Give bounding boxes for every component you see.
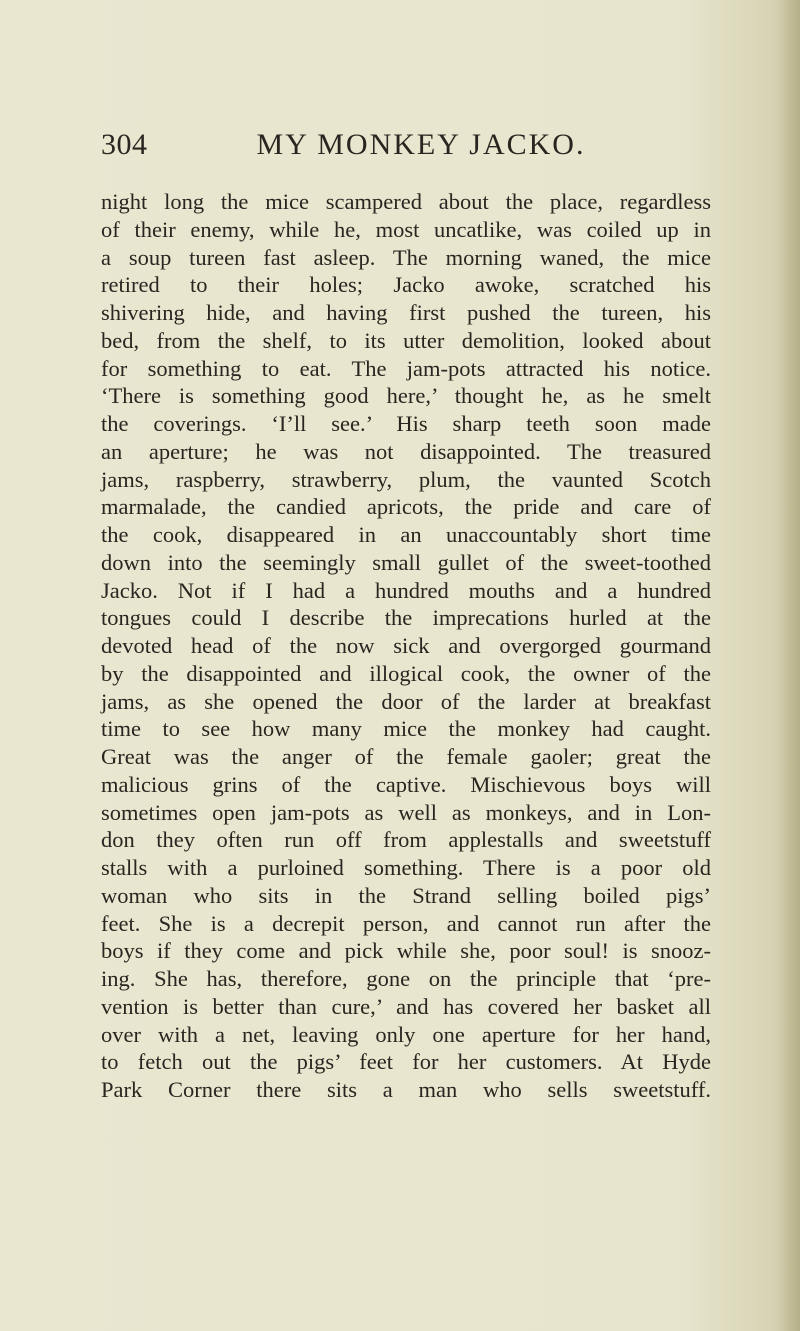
text-line: Jacko. Not if I had a hundred mouths and a hundred — [101, 577, 711, 603]
text-line: a soup tureen fast asleep. The morning waned, the mice — [101, 244, 711, 270]
text-line: bed, from the shelf, to its utter demolition, looked about — [101, 327, 711, 353]
text-line: jams, as she opened the door of the larder at breakfast — [101, 688, 711, 714]
text-line: Great was the anger of the female gaoler; great the — [101, 744, 711, 769]
text-line: woman who sits in the Strand selling boiled pigs’ — [101, 882, 711, 908]
text-line: shivering hide, and having first pushed the tureen, his — [101, 300, 711, 325]
text-line: malicious grins of the captive. Mischievous boys will — [101, 771, 711, 797]
text-line: don they often run off from applestalls and sweetstuff — [101, 827, 711, 853]
text-line: devoted head of the now sick and overgorged gourmand — [101, 633, 711, 658]
text-line: ‘There is something good here,’ thought he, as he smelt — [101, 383, 711, 409]
text-line: stalls with a purloined something. There is a poor old — [101, 855, 711, 880]
page-edge-shadow — [778, 0, 800, 1331]
text-line: the coverings. ‘I’ll see.’ His sharp teeth soon made — [101, 411, 711, 436]
text-line: to fetch out the pigs’ feet for her customers. At Hyde — [101, 1049, 711, 1075]
text-line: by the disappointed and illogical cook, the owner of the — [101, 660, 711, 686]
text-line: tongues could I describe the imprecations hurled at the — [101, 605, 711, 631]
text-line: Park Corner there sits a man who sells sweetstuff. — [101, 1077, 711, 1102]
text-line: down into the seemingly small gullet of the sweet-toothed — [101, 549, 711, 575]
text-line: vention is better than cure,’ and has covered her basket all — [101, 993, 711, 1019]
text-line: the cook, disappeared in an unaccountably short time — [101, 522, 711, 547]
text-line: time to see how many mice the monkey had caught. — [101, 716, 711, 742]
body-text — [101, 188, 711, 1104]
running-title: MY MONKEY JACKO. — [256, 128, 586, 161]
text-line: over with a net, leaving only one aperture for her hand, — [101, 1021, 711, 1047]
text-line: of their enemy, while he, most uncatlike, was coiled up in — [101, 216, 711, 242]
page-number: 304 — [101, 128, 148, 161]
text-line: boys if they come and pick while she, poor soul! is snooz- — [101, 938, 711, 964]
text-line: retired to their holes; Jacko awoke, scratched his — [101, 272, 711, 298]
page-header — [101, 128, 711, 168]
text-line: marmalade, the candied apricots, the pride and care of — [101, 494, 711, 520]
text-line: feet. She is a decrepit person, and cannot run after the — [101, 910, 711, 936]
text-line: night long the mice scampered about the place, regardless — [101, 189, 711, 214]
text-line: jams, raspberry, strawberry, plum, the vaunted Scotch — [101, 466, 711, 492]
text-line: sometimes open jam-pots as well as monkeys, and in Lon- — [101, 799, 711, 825]
text-line: ing. She has, therefore, gone on the principle that ‘pre- — [101, 966, 711, 991]
text-line: for something to eat. The jam-pots attracted his notice. — [101, 355, 711, 381]
text-line: an aperture; he was not disappointed. The treasured — [101, 438, 711, 464]
